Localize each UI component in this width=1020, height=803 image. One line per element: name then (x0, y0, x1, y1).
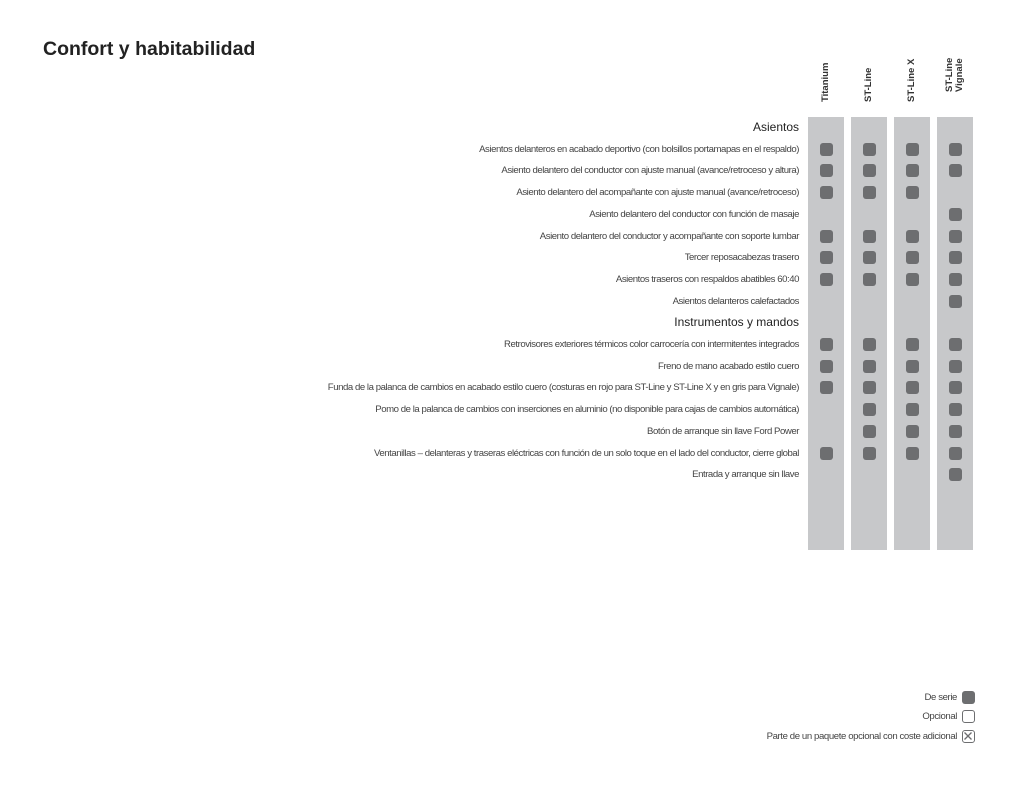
feature-label: Asientos delanteros en acabado deportivo (con bolsillos portamapas en el respaldo) (479, 143, 799, 155)
feature-label: Asientos traseros con respaldos abatibles 60:40 (615, 273, 799, 285)
standard-mark-icon (863, 186, 876, 199)
standard-mark-icon (820, 186, 833, 199)
standard-mark-icon (863, 338, 876, 351)
standard-mark-icon (949, 273, 962, 286)
column-header (808, 62, 844, 112)
standard-mark-icon (820, 338, 833, 351)
column-header-label: ST-Line Vignale (944, 57, 965, 92)
standard-mark-icon (949, 338, 962, 351)
section-header-row (0, 117, 1020, 139)
section-header-row (0, 312, 1020, 334)
standard-mark-icon (949, 208, 962, 221)
legend-item-optional (922, 708, 975, 724)
table-row (0, 182, 1020, 204)
column-header-label: Titanium (820, 62, 831, 102)
standard-mark-icon (863, 251, 876, 264)
page-title: Confort y habitabilidad (43, 38, 256, 60)
column-header (937, 57, 973, 112)
crossed-square-icon (962, 730, 975, 743)
filled-square-icon (962, 691, 975, 704)
table-row (0, 356, 1020, 378)
empty-square-icon (962, 710, 975, 723)
standard-mark-icon (863, 230, 876, 243)
standard-mark-icon (863, 447, 876, 460)
standard-mark-icon (820, 164, 833, 177)
standard-mark-icon (949, 295, 962, 308)
standard-mark-icon (906, 230, 919, 243)
table-row (0, 377, 1020, 399)
standard-mark-icon (863, 164, 876, 177)
standard-mark-icon (906, 425, 919, 438)
standard-mark-icon (906, 403, 919, 416)
legend-label: De serie (924, 691, 957, 703)
standard-mark-icon (820, 251, 833, 264)
feature-label: Ventanillas – delanteras y traseras eléctricas con función de un solo toque en el lado del conductor, cierre global (373, 447, 799, 459)
standard-mark-icon (820, 143, 833, 156)
standard-mark-icon (863, 273, 876, 286)
feature-label: Freno de mano acabado estilo cuero (658, 360, 799, 372)
column-header-label: ST-Line (863, 67, 874, 102)
table-row (0, 139, 1020, 161)
feature-label: Entrada y arranque sin llave (692, 469, 799, 481)
feature-label: Botón de arranque sin llave Ford Power (647, 425, 799, 437)
standard-mark-icon (820, 381, 833, 394)
standard-mark-icon (949, 425, 962, 438)
feature-label: Asiento delantero del conductor con función de masaje (589, 208, 799, 220)
column-header (894, 58, 930, 112)
feature-label: Asiento delantero del conductor y acompañante con soporte lumbar (539, 230, 799, 242)
standard-mark-icon (820, 273, 833, 286)
table-row (0, 160, 1020, 182)
standard-mark-icon (906, 381, 919, 394)
standard-mark-icon (906, 273, 919, 286)
standard-mark-icon (820, 447, 833, 460)
feature-label: Pomo de la palanca de cambios con inserciones en aluminio (no disponible para cajas de cambios automática) (375, 404, 799, 416)
feature-label: Tercer reposacabezas trasero (684, 252, 799, 264)
section-title: Instrumentos y mandos (674, 315, 799, 330)
legend-label: Parte de un paquete opcional con coste adicional (766, 730, 957, 742)
standard-mark-icon (863, 360, 876, 373)
table-row (0, 291, 1020, 313)
standard-mark-icon (863, 381, 876, 394)
standard-mark-icon (906, 447, 919, 460)
feature-label: Asiento delantero del conductor con ajuste manual (avance/retroceso y altura) (501, 165, 799, 177)
standard-mark-icon (906, 251, 919, 264)
table-row (0, 464, 1020, 486)
standard-mark-icon (949, 143, 962, 156)
standard-mark-icon (949, 251, 962, 264)
standard-mark-icon (949, 403, 962, 416)
standard-mark-icon (949, 447, 962, 460)
column-header (851, 62, 887, 112)
standard-mark-icon (906, 164, 919, 177)
table-row (0, 334, 1020, 356)
standard-mark-icon (906, 360, 919, 373)
table-row (0, 443, 1020, 465)
table-row (0, 399, 1020, 421)
standard-mark-icon (906, 338, 919, 351)
standard-mark-icon (820, 360, 833, 373)
table-row (0, 269, 1020, 291)
feature-label: Asiento delantero del acompañante con ajuste manual (avance/retroceso) (516, 187, 799, 199)
standard-mark-icon (863, 143, 876, 156)
legend-item-standard (924, 689, 975, 705)
standard-mark-icon (906, 143, 919, 156)
standard-mark-icon (863, 403, 876, 416)
feature-label: Funda de la palanca de cambios en acabado estilo cuero (costuras en rojo para ST-Line y ST-Line X y en gris para Vignale) (327, 382, 799, 394)
standard-mark-icon (820, 230, 833, 243)
feature-label: Retrovisores exteriores térmicos color carrocería con intermitentes integrados (504, 339, 799, 350)
legend-item-package (767, 728, 975, 744)
standard-mark-icon (949, 468, 962, 481)
legend-label: Opcional (922, 710, 957, 722)
standard-mark-icon (949, 164, 962, 177)
standard-mark-icon (863, 425, 876, 438)
table-row (0, 421, 1020, 443)
standard-mark-icon (949, 360, 962, 373)
standard-mark-icon (949, 230, 962, 243)
table-row (0, 247, 1020, 269)
feature-label: Asientos delanteros calefactados (672, 295, 799, 307)
table-row (0, 226, 1020, 248)
column-header-label: ST-Line X (906, 58, 917, 102)
standard-mark-icon (906, 186, 919, 199)
table-row (0, 204, 1020, 226)
standard-mark-icon (949, 381, 962, 394)
section-title: Asientos (752, 120, 799, 134)
